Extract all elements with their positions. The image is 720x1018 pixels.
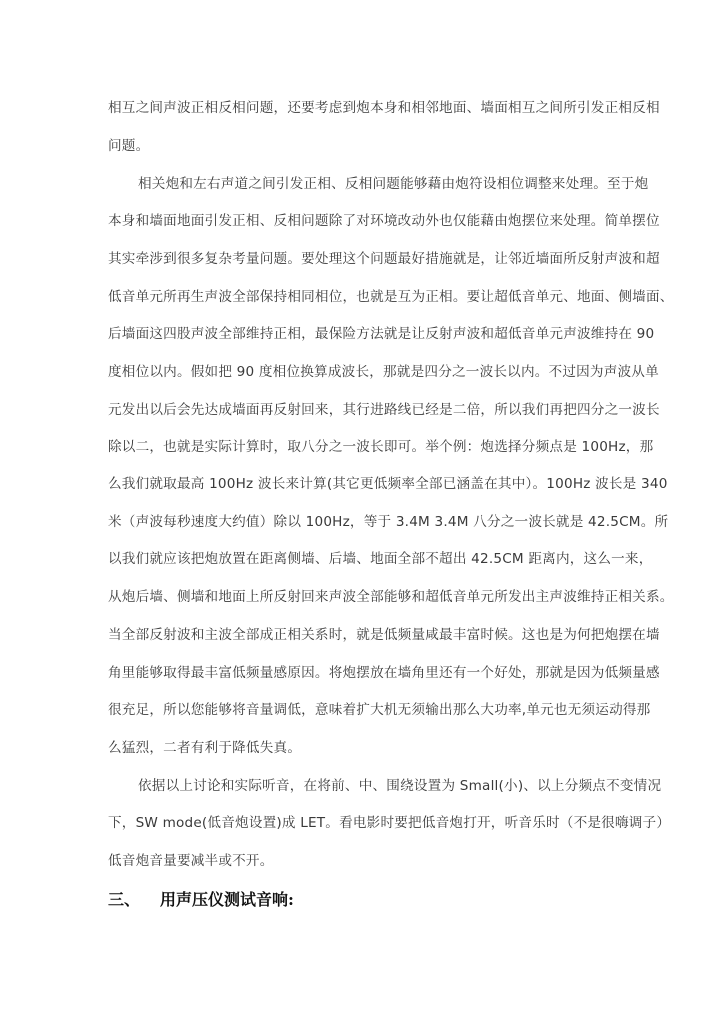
paragraph-line: 依据以上讨论和实际听音，在将前、中、围绕设置为 Small(小)、以上分频点不变情况: [138, 778, 662, 794]
paragraph-line: 从炮后墙、侧墙和地面上所反射回来声波全部能够和超低音单元所发出主声波维持正相关系。: [108, 589, 674, 605]
paragraph-line: 度相位以内。假如把 90 度相位换算成波长，那就是四分之一波长以内。不过因为声波从单: [108, 364, 659, 380]
paragraph-line: 角里能够取得最丰富低频量感原因。将炮摆放在墙角里还有一个好处，那就是因为低频量感: [108, 665, 660, 681]
section-number: 三、: [108, 890, 141, 909]
paragraph-line: 低音单元所再生声波全部保持相同相位，也就是互为正相。要让超低音单元、地面、侧墙面、: [108, 289, 674, 305]
paragraph-line: 当全部反射波和主波全部成正相关系时，就是低频量咸最丰富时候。这也是为何把炮摆在墙: [108, 627, 660, 643]
paragraph-line: 元发出以后会先达成墙面再反射回来，其行进路线已经是二倍，所以我们再把四分之一波长: [108, 402, 660, 418]
paragraph-line: 后墙面这四股声波全部维持正相，最保险方法就是让反射声波和超低音单元声波维持在 90: [108, 326, 655, 342]
paragraph-line: 下，SW mode(低音炮设置)成 LET。看电影时要把低音炮打开，听音乐时（不是很嗨调子）: [108, 815, 671, 831]
paragraph-line: 本身和墙面地面引发正相、反相问题除了对环境改动外也仅能藉由炮摆位来处理。简单摆位: [108, 213, 660, 229]
section-heading: [108, 887, 294, 910]
paragraph-line: 很充足，所以您能够将音量调低，意味着扩大机无须输出那么大功率,单元也无须运动得那: [108, 702, 651, 718]
paragraph-line: 米（声波每秒速度大约值）除以 100Hz，等于 3.4M 3.4M 八分之一波长就是 42.5CM。所: [108, 514, 669, 530]
paragraph-line: 问题。: [108, 138, 150, 154]
paragraph-line: 么猛烈，二者有利于降低失真。: [108, 740, 302, 756]
paragraph-line: 相互之间声波正相反相问题，还要考虑到炮本身和相邻地面、墙面相互之间所引发正相反相: [108, 100, 660, 116]
paragraph-line: 除以二，也就是实际计算时，取八分之一波长即可。举个例：炮选择分频点是 100Hz，那: [108, 439, 654, 455]
paragraph-line: 其实牵涉到很多复杂考量问题。要处理这个问题最好措施就是，让邻近墙面所反射声波和超: [108, 251, 660, 267]
paragraph-line: 相关炮和左右声道之间引发正相、反相问题能够藉由炮符设相位调整来处理。至于炮: [138, 176, 649, 192]
section-title: 用声压仪测试音响:: [160, 890, 294, 909]
paragraph-line: 么我们就取最高 100Hz 波长来计算(其它更低频率全部已涵盖在其中）。100Hz 波长是 340: [108, 476, 668, 492]
paragraph-line: 以我们就应该把炮放置在距离侧墙、后墙、地面全部不超出 42.5CM 距离内，这么一来，: [108, 551, 653, 567]
paragraph-line: 低音炮音量要减半或不开。: [108, 853, 274, 869]
